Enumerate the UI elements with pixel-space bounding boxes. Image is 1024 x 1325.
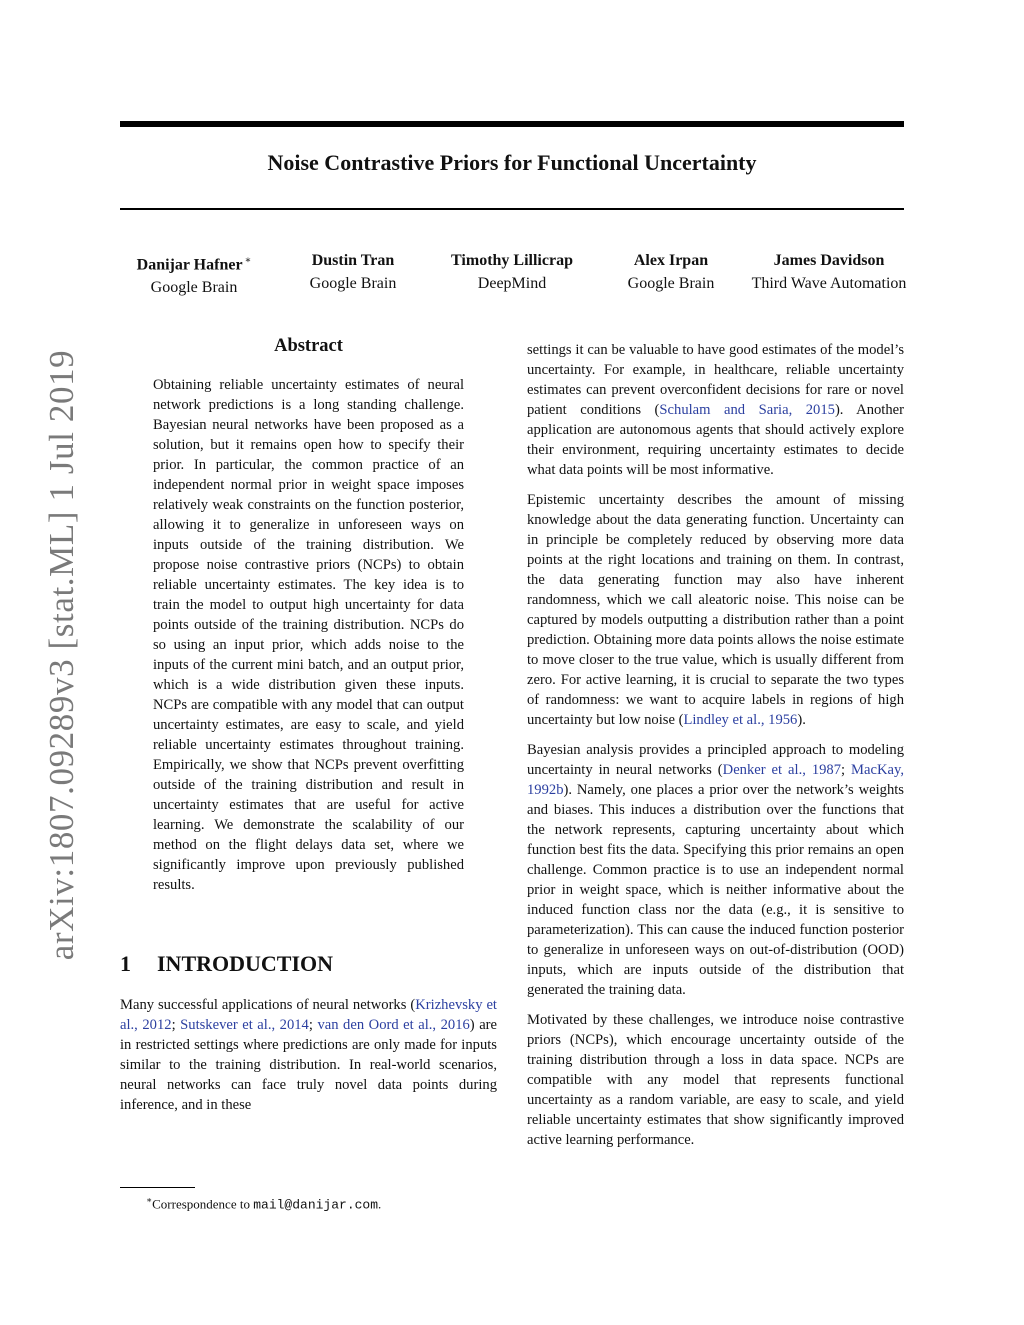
footnote: ∗Correspondence to mail@danijar.com. bbox=[146, 1195, 382, 1213]
email-address: mail@danijar.com bbox=[253, 1197, 379, 1213]
author-name: Danijar Hafner bbox=[136, 256, 243, 274]
paragraph: settings it can be valuable to have good estimates of the model’s uncertainty. For example, in healthcare, reliable uncertainty estimates can prevent overconfident decisions for rare or novel patient conditions (Schulam and Saria, 2015). Another application are autonomous agents that should actively explore their environment, requiring uncertainty estimates to decide what data points will be most informative. bbox=[527, 342, 904, 478]
citation-link[interactable]: Lindley et al., 1956 bbox=[683, 712, 798, 728]
author-affiliation: Google Brain bbox=[309, 275, 397, 292]
footnote-marker: ∗ bbox=[146, 1195, 153, 1205]
author-affiliation: Google Brain bbox=[150, 279, 238, 297]
title-top-rule bbox=[120, 121, 904, 127]
section-number: 1 bbox=[120, 951, 131, 976]
author-name: Alex Irpan bbox=[633, 252, 709, 269]
intro-paragraph: Many successful applications of neural networks (Krizhevsky et al., 2012; Sutskever et al., 2014; van den Oord et al., 2016) are in restricted settings where predictions are only made for inputs similar to the training distribution. In real-world scenarios, neural networks can face truly novel data points during inference, and in these bbox=[120, 997, 498, 1113]
author bbox=[608, 249, 734, 295]
citation-link[interactable]: van den Oord et al., 2016 bbox=[317, 1017, 470, 1033]
right-column bbox=[527, 340, 904, 1160]
left-column bbox=[120, 336, 497, 1115]
arxiv-identifier: arXiv:1807.09289v3 [stat.ML] 1 Jul 2019 bbox=[42, 349, 81, 961]
citation-link[interactable]: Sutskever et al., 2014 bbox=[180, 1017, 309, 1033]
author-list bbox=[118, 249, 930, 301]
citation-link[interactable]: Krizhevsky et al., 2012 bbox=[120, 997, 497, 1033]
author-name: James Davidson bbox=[773, 252, 885, 269]
section-heading bbox=[120, 951, 497, 977]
paragraph: Epistemic uncertainty describes the amount of missing knowledge about the data generating function. Uncertainty can in principle be completely reduced by observing more data points at the right locations and training on them. In contrast, the data generating function may also have inherent randomness, which we call aleatoric noise. This noise can be captured by models outputting a distribution rather than a point prediction. Obtaining more data points allows the noise estimate to move closer to the true value, which is usually different from zero. For active learning, it is crucial to separate the two types of randomness: we want to acquire labels in regions of high uncertainty but low noise (Lindley et al., 1956). bbox=[527, 492, 904, 728]
author bbox=[440, 249, 584, 295]
section-title: INTRODUCTION bbox=[157, 951, 334, 976]
abstract-text: Obtaining reliable uncertainty estimates of neural network predictions is a long standing challenge. Bayesian neural networks have been proposed as a solution, but it remains open how to specify their prior. In particular, the common practice of an independent normal prior in weight space imposes relatively weak constraints on the function posterior, allowing it to generalize in unforeseen ways on inputs outside of the training distribution. We propose noise contrastive priors (NCPs) to obtain reliable uncertainty estimates. The key idea is to train the model to output high uncertainty for data points outside of the training distribution. NCPs do so using an input prior, which adds noise to the inputs of the current mini batch, and an output prior, which is a wide distribution given these inputs. NCPs are compatible with any model that can output uncertainty estimates, are easy to scale, and yield reliable uncertainty estimates throughout training. Empirically, we show that NCPs prevent overfitting outside of the training distribution and result in uncertainty estimates that are useful for active learning. We demonstrate the scalability of our method on the flight delays data set, where we significantly improve upon previously published results. bbox=[153, 377, 464, 893]
paper-title: Noise Contrastive Priors for Functional Uncertainty bbox=[267, 150, 757, 175]
author bbox=[290, 249, 416, 295]
footnote-rule bbox=[120, 1187, 195, 1188]
author-affiliation: DeepMind bbox=[477, 275, 547, 292]
citation-link[interactable]: Denker et al., 1987 bbox=[722, 762, 842, 778]
author-affiliation: Google Brain bbox=[627, 275, 715, 292]
author bbox=[742, 249, 916, 295]
paragraph: Bayesian analysis provides a principled approach to modeling uncertainty in neural networks (Denker et al., 1987; MacKay, 1992b). Namely, one places a prior over the network’s weights and biases. This induces a distribution over the functions that the network represents, capturing uncertainty about which function best fits the data. Specifying this prior remains an open challenge. Common practice is to use an independent normal prior in weight space, which is neither informative about the induced function class nor the data (e.g., it is sensitive to parameterization). This can cause the induced function posterior to generalize in unforeseen ways on out-of-distribution (OOD) inputs, which are inputs outside of the distribution that generated the training data. bbox=[527, 742, 904, 998]
author-name: Timothy Lillicrap bbox=[451, 252, 573, 269]
author-affiliation: Third Wave Automation bbox=[751, 275, 907, 292]
paragraph: Motivated by these challenges, we introduce noise contrastive priors (NCPs), which encourage uncertainty outside of the training distribution through a loss in data space. NCPs are compatible with any model that represents functional uncertainty as a random variable, are easy to scale, and yield reliable uncertainty estimates that show significantly improved active learning performance. bbox=[527, 1012, 904, 1148]
footnote-marker: ∗ bbox=[244, 255, 252, 266]
author-name: Dustin Tran bbox=[311, 252, 395, 269]
citation-link[interactable]: Schulam and Saria, 2015 bbox=[659, 402, 835, 418]
author bbox=[118, 249, 270, 299]
citation-link[interactable]: MacKay, 1992b bbox=[527, 762, 904, 798]
abstract-heading: Abstract bbox=[274, 336, 343, 356]
title-bottom-rule bbox=[120, 208, 904, 210]
